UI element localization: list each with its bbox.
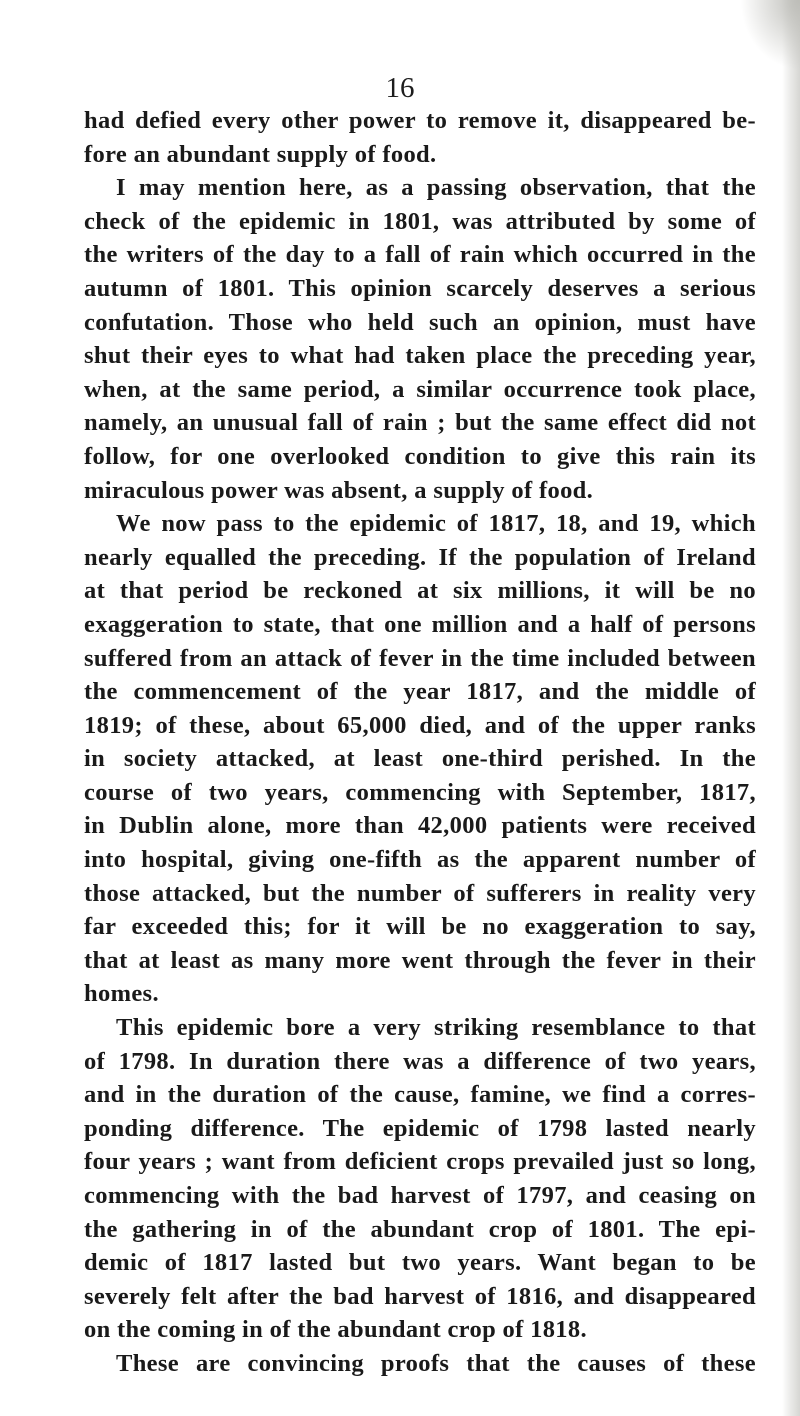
text-line: I may mention here, as a passing observation, that the [116, 174, 756, 202]
text-line: those attacked, but the number of sufferers in reality very [84, 879, 756, 907]
text-line: This epidemic bore a very striking resemblance to that [116, 1014, 756, 1042]
text-line: at that period be reckoned at six millions, it will be no [84, 577, 756, 605]
body-text [84, 104, 756, 1381]
page-edge-shadow [782, 0, 800, 1416]
text-line: the commencement of the year 1817, and the middle of [84, 678, 756, 706]
text-line: shut their eyes to what had taken place the preceding year, [84, 342, 756, 370]
text-line: check of the epidemic in 1801, was attributed by some of [84, 207, 756, 235]
text-line: four years ; want from deficient crops prevailed just so long, [84, 1148, 756, 1176]
text-line: namely, an unusual fall of rain ; but the same effect did not [84, 409, 756, 437]
page-corner-stain [740, 0, 800, 70]
text-line: when, at the same period, a similar occurrence took place, [84, 375, 756, 403]
text-line: in society attacked, at least one-third perished. In the [84, 745, 756, 773]
text-line: and in the duration of the cause, famine, we find a corres- [84, 1081, 756, 1109]
text-line: commencing with the bad harvest of 1797, and ceasing on [84, 1182, 756, 1209]
text-line: We now pass to the epidemic of 1817, 18, and 19, which [116, 510, 756, 538]
text-line: miraculous power was absent, a supply of food. [84, 476, 594, 504]
page-number: 16 [385, 72, 415, 104]
text-line: severely felt after the bad harvest of 1816, and disappeared [84, 1282, 756, 1310]
text-line: These are convincing proofs that the causes of these [116, 1349, 756, 1377]
text-line: homes. [84, 980, 159, 1008]
text-line: of 1798. In duration there was a difference of two years, [84, 1047, 756, 1075]
text-line: demic of 1817 lasted but two years. Want began to be [84, 1249, 756, 1277]
text-line: 1819; of these, about 65,000 died, and of the upper ranks [84, 711, 756, 739]
text-line: nearly equalled the preceding. If the population of Ireland [84, 543, 756, 571]
text-line: autumn of 1801. This opinion scarcely deserves a serious [84, 274, 756, 302]
text-line: the gathering in of the abundant crop of 1801. The epi- [84, 1215, 756, 1243]
text-line: on the coming in of the abundant crop of 1818. [84, 1316, 587, 1344]
text-line: fore an abundant supply of food. [84, 140, 437, 168]
text-line: suffered from an attack of fever in the time included between [84, 644, 756, 672]
text-line: follow, for one overlooked condition to give this rain its [84, 442, 756, 470]
text-line: exaggeration to state, that one million and a half of persons [84, 610, 756, 638]
text-line: in Dublin alone, more than 42,000 patients were received [84, 812, 756, 840]
text-line: that at least as many more went through the fever in their [84, 946, 756, 974]
text-line: far exceeded this; for it will be no exaggeration to say, [84, 913, 756, 941]
text-line: ponding difference. The epidemic of 1798 lasted nearly [84, 1114, 756, 1142]
text-line: into hospital, giving one-fifth as the apparent number of [84, 846, 756, 874]
text-line: had defied every other power to remove it, disappeared be- [84, 107, 756, 134]
text-line: confutation. Those who held such an opinion, must have [84, 308, 756, 336]
text-line: course of two years, commencing with September, 1817, [84, 778, 756, 806]
text-line: the writers of the day to a fall of rain which occurred in the [84, 241, 756, 269]
